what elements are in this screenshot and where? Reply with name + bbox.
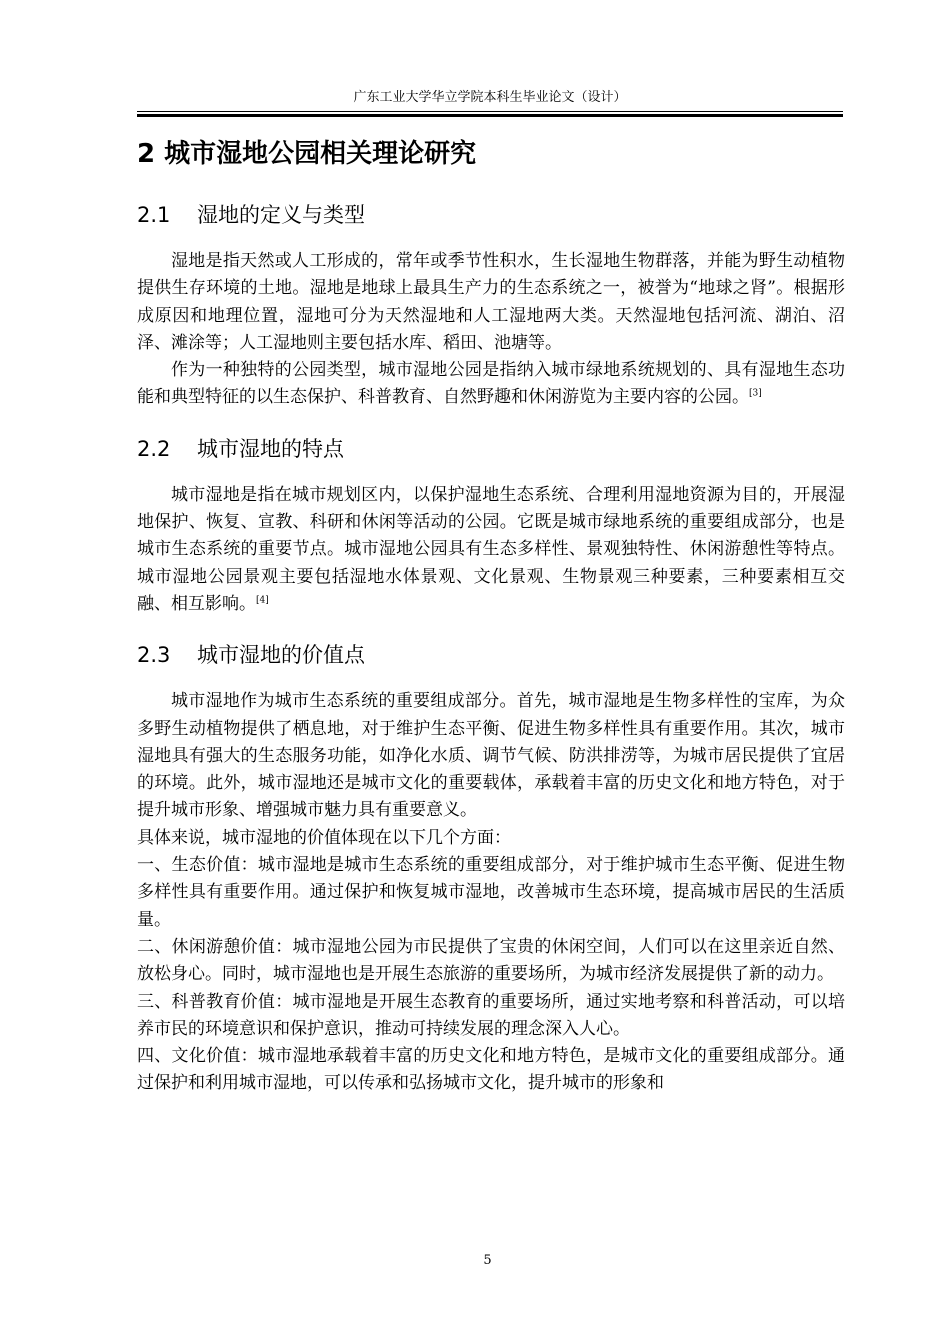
chapter-title: 2 城市湿地公园相关理论研究 [137,139,477,169]
page-content [137,136,845,1098]
paragraph-with-citation [137,482,845,618]
list-item: 一、生态价值：城市湿地是城市生态系统的重要组成部分，对于维护城市生态平衡、促进生物多样性具有重要作用。通过保护和恢复城市湿地，改善城市生态环境，提高城市居民的生活质量。 [137,855,845,930]
running-header: 广东工业大学华立学院本科生毕业论文（设计） [353,90,627,105]
paragraph: 湿地是指天然或人工形成的，常年或季节性积水，生长湿地生物群落，并能为野生动植物提供生存环境的土地。湿地是地球上最具生产力的生态系统之一，被誉为“地球之肾”。根据形成原因和地理位置，湿地可分为天然湿地和人工湿地两大类。天然湿地包括河流、湖泊、沼泽、滩涂等；人工湿地则主要包括水库、稻田、池塘等。 [137,251,845,353]
citation-ref[interactable]: [3] [749,388,762,399]
section-title-text: 城市湿地的特点 [197,436,344,461]
section-number: 2.1 [137,203,171,227]
section-number: 2.3 [137,643,171,668]
list-intro: 具体来说，城市湿地的价值体现在以下几个方面： [137,827,511,848]
section-heading-2-2 [137,434,845,464]
page-number: 5 [483,1253,492,1268]
list-item: 三、科普教育价值：城市湿地是开展生态教育的重要场所，通过实地考察和科普活动，可以培养市民的环境意识和保护意识，推动可持续发展的理念深入人心。 [137,991,845,1039]
section-heading-2-1 [137,200,845,230]
paragraph: 城市湿地作为城市生态系统的重要组成部分。首先，城市湿地是生物多样性的宝库，为众多野生动植物提供了栖息地，对于维护生态平衡、促进生物多样性具有重要作用。其次，城市湿地具有强大的生态服务功能，如净化水质、调节气候、防洪排涝等，为城市居民提供了宜居的环境。此外，城市湿地还是城市文化的重要载体，承载着丰富的历史文化和地方特色，对于提升城市形象、增强城市魅力具有重要意义。 [137,691,845,821]
list-item: 二、休闲游憩价值：城市湿地公园为市民提供了宝贵的休闲空间，人们可以在这里亲近自然、放松身心。同时，城市湿地也是开展生态旅游的重要场所，为城市经济发展提供了新的动力。 [137,936,845,985]
paragraph-text: 城市湿地是指在城市规划区内，以保护湿地生态系统、合理利用湿地资源为目的，开展湿地保护、恢复、宣教、科研和休闲等活动的公园。它既是城市绿地系统的重要组成部分，也是城市生态系统的重要节点。城市湿地公园具有生态多样性、景观独特性、休闲游憩性等特点。城市湿地公园景观主要包括湿地水体景观、文化景观、生物景观三种要素，三种要素相互交融、相互影响。 [137,484,845,614]
citation-ref[interactable]: [4] [256,595,269,606]
section-title-text: 城市湿地的价值点 [197,643,365,668]
paragraph-text: 作为一种独特的公园类型，城市湿地公园是指纳入城市绿地系统规划的、具有湿地生态功能和典型特征的以生态保护、科普教育、自然野趣和休闲游览为主要内容的公园。 [137,360,845,408]
paragraph-with-citation [137,357,845,412]
header-rule-thick [137,114,843,117]
section-number: 2.2 [137,436,171,461]
header-rule [137,111,843,112]
section-heading-2-3 [137,640,845,670]
list-item: 四、文化价值：城市湿地承载着丰富的历史文化和地方特色，是城市文化的重要组成部分。通过保护和利用城市湿地，可以传承和弘扬城市文化，提升城市的形象和 [137,1046,845,1094]
section-title-text: 湿地的定义与类型 [197,203,365,227]
